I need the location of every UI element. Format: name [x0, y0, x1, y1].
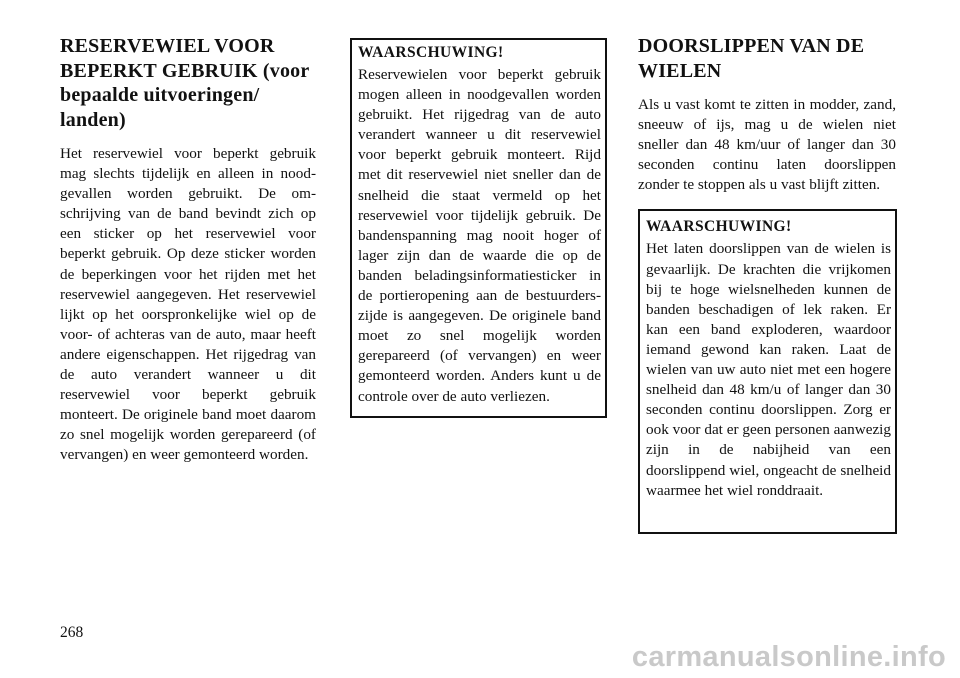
- spare-wheel-heading: RESERVEWIEL VOOR BEPERKT GEBRUIK (voor bepaalde uitvoeringen/ landen): [60, 35, 310, 131]
- warning-title: WAARSCHUWING!: [358, 44, 504, 61]
- wheel-spin-body: Als u vast komt te zitten in modder, zand, sneeuw of ijs, mag u de wielen niet sneller dan 48 km/uur of langer dan 30 seconden continu laten doorslippen zonder te stoppen als u vast blijft zitten.: [638, 96, 896, 194]
- warning-body: Reservewielen voor beperkt gebruik mogen alleen in noodgevallen worden gebruikt. Het rijgedrag van de auto verandert wanneer u dit reservewiel voor beperkt gebruik monteert. Rijd met dit reservewiel niet sneller dan de snelheid die staat vermeld op het reservewiel voor tijdelijk gebruik. De bandenspanning mag nooit hoger of lager zijn dan de waarde die op de banden beladingsinformatiesticker in de portieropening aan de bestuurderszijde is aangegeven. De originele band moet zo snel mogelijk worden gerepareerd (of vervangen) en weer gemonteerd worden. Anders kunt u de controle over de auto verliezen.: [358, 66, 601, 405]
- spare-wheel-body: Het reservewiel voor beperkt gebruik mag slechts tijdelijk en alleen in noodgevallen worden gebruikt. De omschrijving van de band bevindt zich op een sticker op het reservewiel voor beperkt gebruik. Op deze sticker worden de beperkingen voor het rijden met het reservewiel aangegeven. Het reservewiel lijkt op het oorspronkelijke wiel op de voor- of achteras van de auto, maar heeft andere eigenschappen. Het rijgedrag van de auto verandert wanneer u dit reservewiel voor beperkt gebruik monteert. De originele band moet daarom zo snel mogelijk worden gerepareerd (of vervangen) en weer gemonteerd worden.: [60, 145, 316, 464]
- spare-wheel-warning-box: [350, 38, 607, 418]
- wheel-spin-warning-box: [638, 209, 897, 534]
- warning-title: WAARSCHUWING!: [646, 218, 792, 236]
- warning-body: Het laten doorslippen van de wielen is gevaarlijk. De krachten die vrijkomen bij te hoge wielsnelheden kunnen de banden beschadigen of lek raken. Er kan een band exploderen, waardoor iemand gewond kan raken. Laat de wielen van uw auto niet met een hogere snelheid dan 48 km/u of langer dan 30 seconden continu doorslippen. Zorg er ook voor dat er geen personen aanwezig zijn in de nabijheid van een doorslippend wiel, ongeacht de snelheid waarmee het wiel ronddraait.: [646, 240, 891, 499]
- page-number: 268: [60, 624, 84, 641]
- site-watermark: carmanualsonline.info: [631, 641, 946, 673]
- wheel-spin-heading: DOORSLIPPEN VAN DE WIELEN: [638, 35, 865, 82]
- left-column: [60, 34, 316, 466]
- right-column: [638, 34, 896, 534]
- middle-column: [350, 38, 606, 418]
